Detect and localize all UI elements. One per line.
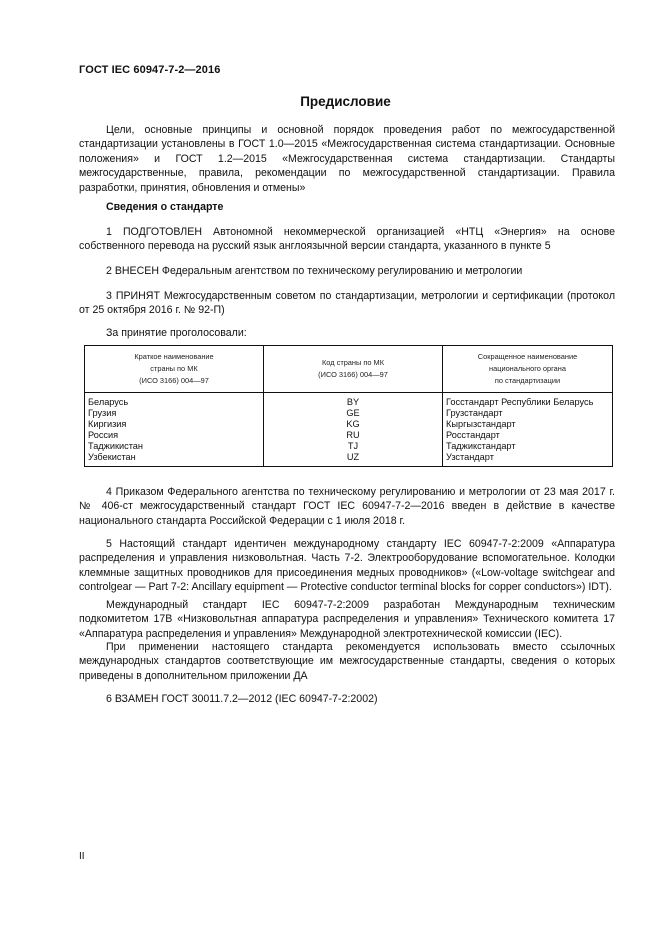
header-country-code: Код страны по МК (ИСО 3166) 004—97 [264, 346, 443, 393]
table-row: Россия RU Росстандарт [85, 430, 613, 441]
document-header: ГОСТ IEC 60947-7-2—2016 [79, 64, 221, 76]
page-number: II [79, 851, 85, 862]
item-1-paragraph: 1 ПОДГОТОВЛЕН Автономной некоммерческой организацией «НТЦ «Энергия» на основе собственного перевода на русский язык англоязычной версии стандарта, указанного в пункте 5 [79, 226, 615, 253]
item-2-paragraph: 2 ВНЕСЕН Федеральным агентством по техническому регулированию и метрологии [106, 265, 523, 277]
item-3-paragraph: 3 ПРИНЯТ Межгосударственным советом по стандартизации, метрологии и сертификации (протокол от 25 октября 2016 г. № 92-П) [79, 290, 615, 317]
item-5-international-paragraph: Международный стандарт IEC 60947-7-2:2009 разработан Международным техническим подкомитетом 17В «Низковольтная аппаратура распределения и управления» Технического комитета 17 «Аппаратура распределения и управления» Международной электротехнической комиссии (IEC). [79, 599, 615, 640]
vote-intro: За принятие проголосовали: [106, 327, 247, 339]
table-row: Грузия GE Грузстандарт [85, 408, 613, 419]
table-row: Узбекистан UZ Узстандарт [85, 452, 613, 467]
item-6-paragraph: 6 ВЗАМЕН ГОСТ 30011.7.2—2012 (IEC 60947-7-2:2002) [106, 693, 378, 705]
table-header-row [85, 346, 613, 393]
table-row: Беларусь BY Госстандарт Республики Беларусь [85, 393, 613, 409]
header-country-name: Краткое наименование страны по МК (ИСО 3166) 004—97 [85, 346, 264, 393]
item-4-paragraph: 4 Приказом Федерального агентства по техническому регулированию и метрологии от 23 мая 2017 г. № 406-ст межгосударственный стандарт ГОСТ IEC 60947-7-2—2016 введен в действие в качестве национального стандарта Российской Федерации с 1 июля 2018 г. [79, 486, 615, 527]
header-national-body: Сокращенное наименование национального органа по стандартизации [443, 346, 613, 393]
page-title: Предисловие [300, 94, 391, 109]
section-title: Сведения о стандарте [106, 201, 224, 213]
item-5-paragraph: 5 Настоящий стандарт идентичен международному стандарту IEC 60947-7-2:2009 «Аппаратура распределения и управления низковольтная. Часть 7-2. Электрооборудование вспомогательное. Колодки клеммные защитных проводников для присоединения медных проводников» («Low-voltage switchgear and controlgear — Part 7-2: Ancillary equipment — Protective conductor terminal blocks for copper conductors») IDT). [79, 538, 615, 594]
table-row: Киргизия KG Кыргызстандарт [85, 419, 613, 430]
item-5-application-paragraph: При применении настоящего стандарта рекомендуется использовать вместо ссылочных международных стандартов соответствующие им межгосударственные стандарты, сведения о которых приведены в дополнительном приложении ДА [79, 641, 615, 682]
countries-table [84, 345, 613, 467]
intro-paragraph: Цели, основные принципы и основной порядок проведения работ по межгосударственной стандартизации установлены в ГОСТ 1.0—2015 «Межгосударственная система стандартизации. Основные положения» и ГОСТ 1.2—2015 «Межгосударственная система стандартизации. Стандарты межгосударственные, правила, рекомендации по межгосударственной стандартизации. Правила разработки, принятия, обновления и отмены» [79, 124, 615, 194]
table-row: Таджикистан TJ Таджикстандарт [85, 441, 613, 452]
